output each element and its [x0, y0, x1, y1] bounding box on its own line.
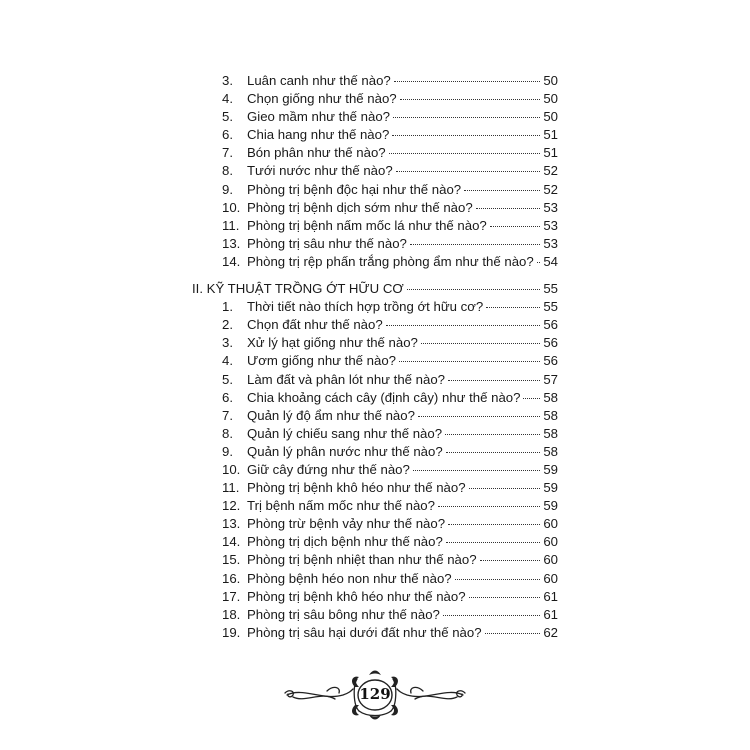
page-footer — [283, 667, 467, 721]
dot-leader — [396, 171, 540, 172]
toc-entry — [192, 461, 558, 479]
entry-page: 55 — [543, 299, 558, 315]
entry-page: 59 — [543, 498, 558, 514]
dot-leader — [446, 452, 540, 453]
entry-number: 13. — [222, 235, 241, 251]
entry-page: 59 — [543, 480, 558, 496]
entry-title: Giữ cây đứng như thế nào? — [247, 461, 410, 477]
dot-leader — [523, 398, 540, 399]
dot-leader — [393, 117, 540, 118]
dot-leader — [480, 560, 540, 561]
entry-page: 59 — [543, 461, 558, 477]
dot-leader — [443, 615, 540, 616]
toc-entry — [192, 235, 558, 253]
toc-entry — [192, 407, 558, 425]
entry-number: 1. — [222, 299, 233, 315]
entry-page: 57 — [543, 371, 558, 387]
entry-page: 53 — [543, 235, 558, 251]
toc-entry — [192, 533, 558, 551]
entry-title: Phòng bệnh héo non như thế nào? — [247, 570, 452, 586]
toc-entry — [192, 497, 558, 515]
entry-page: 51 — [543, 145, 558, 161]
dot-leader — [438, 506, 540, 507]
toc-entry — [192, 425, 558, 443]
entry-number: 3. — [222, 73, 233, 88]
entry-number: 15. — [222, 552, 241, 568]
entry-page: 50 — [543, 73, 558, 88]
toc-entry — [192, 199, 558, 217]
entry-page: 52 — [543, 181, 558, 197]
dot-leader — [421, 343, 540, 344]
entry-page: 52 — [543, 163, 558, 179]
entry-number: 4. — [222, 353, 233, 369]
entry-title: Phòng trị sâu hại dưới đất như thế nào? — [247, 624, 482, 640]
dot-leader — [448, 380, 540, 381]
entry-page: 58 — [543, 425, 558, 441]
toc-entry — [192, 253, 558, 271]
entry-number: 5. — [222, 371, 233, 387]
entry-number: 10. — [222, 199, 241, 215]
toc-entry — [192, 108, 558, 126]
dot-leader — [445, 434, 540, 435]
entry-title: Quản lý chiếu sang như thế nào? — [247, 425, 443, 441]
entry-title: Phòng trị sâu như thế nào? — [247, 235, 407, 251]
entry-number: 9. — [222, 443, 233, 459]
section-title: II. KỸ THUẬT TRỒNG ỚT HỮU CƠ — [192, 281, 404, 297]
entry-page: 50 — [543, 109, 558, 125]
entry-number: 4. — [222, 91, 233, 107]
entry-title: Phòng trị bệnh dịch sớm như thế nào? — [247, 199, 473, 215]
dot-leader — [469, 488, 540, 489]
entry-page: 61 — [543, 588, 558, 604]
dot-leader — [389, 153, 540, 154]
toc-entry — [192, 389, 558, 407]
entry-number: 17. — [222, 588, 241, 604]
toc-section-heading — [192, 280, 558, 298]
toc-entry — [192, 551, 558, 569]
entry-page: 58 — [543, 407, 558, 423]
entry-title: Xử lý hạt giống như thế nào? — [247, 335, 418, 351]
entry-number: 14. — [222, 534, 241, 550]
dot-leader — [469, 597, 540, 598]
toc-entry — [192, 334, 558, 352]
dot-leader — [394, 81, 540, 82]
toc-entry — [192, 570, 558, 588]
entry-number: 8. — [222, 163, 233, 179]
dot-leader — [464, 190, 540, 191]
entry-page: 62 — [543, 624, 558, 640]
entry-number: 7. — [222, 145, 233, 161]
entry-title: Phòng trừ bệnh vảy như thế nào? — [247, 516, 446, 532]
dot-leader — [448, 524, 540, 525]
entry-title: Chọn giống như thế nào? — [247, 91, 397, 107]
entry-number: 5. — [222, 109, 233, 125]
dot-leader — [485, 633, 540, 634]
entry-title: Quản lý độ ẩm như thế nào? — [247, 407, 415, 423]
entry-title: Chia khoảng cách cây (định cây) như thế nào? — [247, 389, 521, 405]
entry-number: 18. — [222, 606, 241, 622]
entry-title: Chia hang như thế nào? — [247, 127, 390, 143]
entry-page: 58 — [543, 443, 558, 459]
entry-page: 56 — [543, 353, 558, 369]
toc-entry — [192, 162, 558, 180]
entry-title: Phòng trị bệnh khô héo như thế nào? — [247, 480, 466, 496]
dot-leader — [400, 99, 540, 100]
dot-leader — [418, 416, 540, 417]
toc-group-2 — [192, 298, 558, 642]
toc-entry — [192, 72, 558, 90]
dot-leader — [455, 579, 540, 580]
entry-number: 10. — [222, 461, 241, 477]
entry-page: 53 — [543, 217, 558, 233]
toc-entry — [192, 606, 558, 624]
entry-title: Tưới nước như thế nào? — [247, 163, 393, 179]
toc-entry — [192, 371, 558, 389]
entry-title: Ươm giống như thế nào? — [247, 353, 396, 369]
toc-entry — [192, 352, 558, 370]
toc-entry — [192, 624, 558, 642]
entry-number: 7. — [222, 407, 233, 423]
dot-leader — [410, 244, 540, 245]
entry-title: Phòng trị bệnh khô héo như thế nào? — [247, 588, 466, 604]
entry-title: Thời tiết nào thích hợp trồng ớt hữu cơ? — [247, 299, 484, 315]
dot-leader — [537, 262, 540, 263]
entry-number: 6. — [222, 127, 233, 143]
dot-leader — [476, 208, 540, 209]
entry-number: 14. — [222, 253, 241, 269]
toc-group-1 — [192, 72, 558, 271]
toc-entry — [192, 144, 558, 162]
toc-entry — [192, 217, 558, 235]
entry-title: Luân canh như thế nào? — [247, 73, 391, 88]
dot-leader — [486, 307, 540, 308]
entry-page: 56 — [543, 335, 558, 351]
entry-number: 12. — [222, 498, 241, 514]
entry-number: 8. — [222, 425, 233, 441]
toc-entry — [192, 588, 558, 606]
entry-title: Trị bệnh nấm mốc như thế nào? — [247, 498, 435, 514]
entry-page: 61 — [543, 606, 558, 622]
dot-leader — [413, 470, 540, 471]
entry-title: Phòng trị dịch bệnh như thế nào? — [247, 534, 443, 550]
dot-leader — [407, 289, 540, 290]
dot-leader — [446, 542, 540, 543]
table-of-contents — [192, 72, 558, 642]
entry-title: Phòng trị bệnh nhiệt than như thế nào? — [247, 552, 477, 568]
dot-leader — [392, 135, 540, 136]
entry-title: Bón phân như thế nào? — [247, 145, 386, 161]
entry-title: Phòng trị bệnh nấm mốc lá như thế nào? — [247, 217, 487, 233]
entry-page: 50 — [543, 91, 558, 107]
entry-page: 60 — [543, 570, 558, 586]
toc-entry — [192, 515, 558, 533]
toc-entry — [192, 90, 558, 108]
entry-title: Quản lý phân nước như thế nào? — [247, 443, 443, 459]
entry-number: 19. — [222, 624, 241, 640]
toc-entry — [192, 316, 558, 334]
page-number: 129 — [359, 685, 391, 703]
toc-entry — [192, 479, 558, 497]
entry-title: Phòng trị bệnh độc hại như thế nào? — [247, 181, 462, 197]
entry-title: Phòng trị rệp phấn trắng phòng ẩm như thế nào? — [247, 253, 534, 269]
entry-page: 60 — [543, 552, 558, 568]
entry-title: Phòng trị sâu bông như thế nào? — [247, 606, 440, 622]
entry-title: Làm đất và phân lót như thế nào? — [247, 371, 445, 387]
entry-page: 60 — [543, 534, 558, 550]
entry-page: 60 — [543, 516, 558, 532]
entry-number: 16. — [222, 570, 241, 586]
entry-number: 13. — [222, 516, 241, 532]
entry-page: 53 — [543, 199, 558, 215]
entry-number: 3. — [222, 335, 233, 351]
section-page: 55 — [543, 281, 558, 297]
entry-number: 9. — [222, 181, 233, 197]
entry-title: Chọn đất như thế nào? — [247, 317, 383, 333]
dot-leader — [399, 361, 540, 362]
entry-number: 11. — [222, 480, 240, 496]
toc-entry — [192, 298, 558, 316]
entry-page: 56 — [543, 317, 558, 333]
toc-entry — [192, 126, 558, 144]
entry-page: 51 — [543, 127, 558, 143]
toc-entry — [192, 443, 558, 461]
entry-title: Gieo mầm như thế nào? — [247, 109, 390, 125]
entry-page: 54 — [543, 253, 558, 269]
toc-entry — [192, 181, 558, 199]
dot-leader — [386, 325, 540, 326]
entry-page: 58 — [543, 389, 558, 405]
entry-number: 6. — [222, 389, 233, 405]
dot-leader — [490, 226, 540, 227]
entry-number: 11. — [222, 217, 240, 233]
entry-number: 2. — [222, 317, 233, 333]
